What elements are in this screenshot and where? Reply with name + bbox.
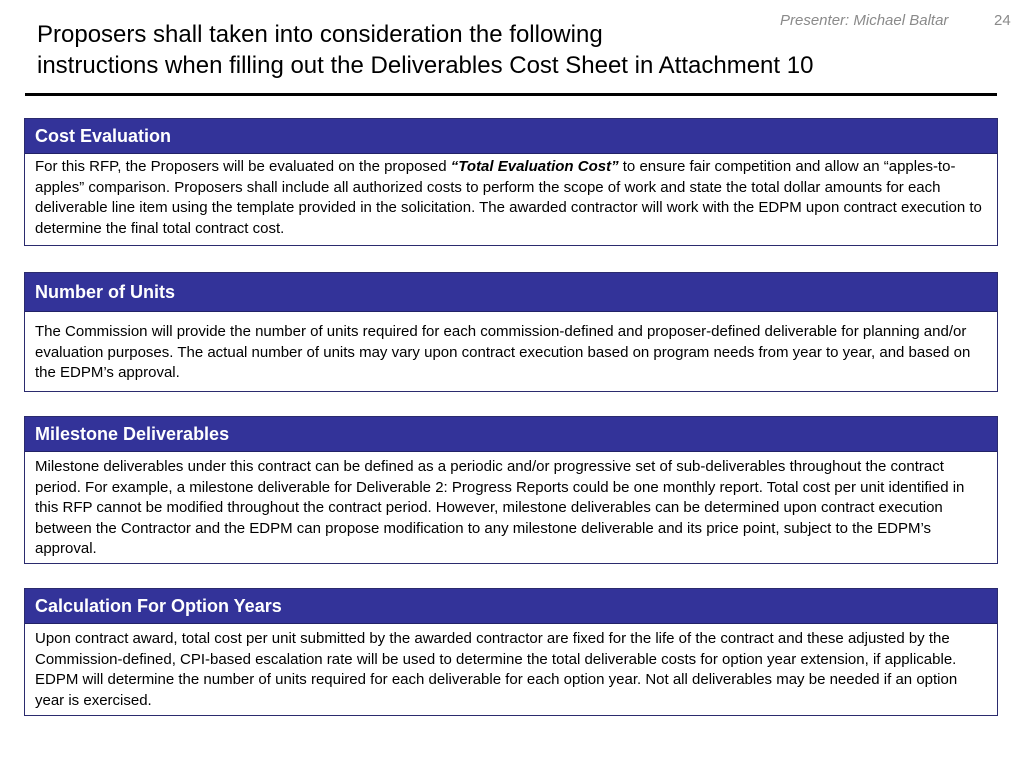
cost-evaluation-text-start: For this RFP, the Proposers will be evaluated on the proposed bbox=[35, 158, 451, 175]
slide-title-line-1: Proposers shall taken into consideration the following bbox=[37, 21, 603, 48]
number-of-units-section bbox=[24, 272, 998, 392]
page-number: 24 bbox=[994, 12, 1011, 29]
option-years-heading: Calculation For Option Years bbox=[25, 589, 997, 624]
milestone-deliverables-body: Milestone deliverables under this contract can be defined as a periodic and/or progressive set of sub-deliverables throughout the contract period. For example, a milestone deliverable for Deliverable 2: Progress Reports could be one monthly report. Total cost per unit identified in this RFP cannot be modified throughout the contract period. However, milestone deliverables can be determined upon contract execution between the Contractor and the EDPM can propose modification to any milestone deliverable and its price point, subject to the EDPM’s approval. bbox=[35, 458, 965, 557]
total-evaluation-cost-emphasis: “Total Evaluation Cost” bbox=[450, 158, 619, 175]
cost-evaluation-section bbox=[24, 118, 998, 246]
option-years-section bbox=[24, 588, 998, 716]
milestone-deliverables-section bbox=[24, 416, 998, 564]
slide-title bbox=[37, 19, 897, 81]
slide-title-line-2: instructions when filling out the Deliverables Cost Sheet in Attachment 10 bbox=[37, 52, 814, 79]
presenter-label: Presenter: Michael Baltar bbox=[780, 12, 949, 29]
title-divider bbox=[25, 93, 997, 96]
option-years-body: Upon contract award, total cost per unit submitted by the awarded contractor are fixed for the life of the contract and these adjusted by the Commission-defined, CPI-based escalation rate will be used to determine the total deliverable costs for option year extension, if applicable. EDPM will determine the number of units required for each deliverable for each option year. Not all deliverables may be needed if an option year is exercised. bbox=[35, 630, 958, 709]
milestone-deliverables-heading: Milestone Deliverables bbox=[25, 417, 997, 452]
cost-evaluation-body bbox=[25, 154, 997, 243]
cost-evaluation-text-end: to ensure fair competition and allow an “apples-to-apples” comparison. Proposers shall include all authorized costs to perform the scope of work and state the total dollar amounts for each deliverable line item using the template provided in the solicitation. The awarded contractor will work with the EDPM upon contract execution to determine the final total contract cost. bbox=[35, 158, 982, 237]
number-of-units-body: The Commission will provide the number of units required for each commission-defined and proposer-defined deliverable for planning and/or evaluation purposes. The actual number of units may vary upon contract execution based on program needs from year to year, and based on the EDPM’s approval. bbox=[35, 323, 971, 381]
cost-evaluation-heading: Cost Evaluation bbox=[25, 119, 997, 154]
number-of-units-heading: Number of Units bbox=[25, 273, 997, 312]
